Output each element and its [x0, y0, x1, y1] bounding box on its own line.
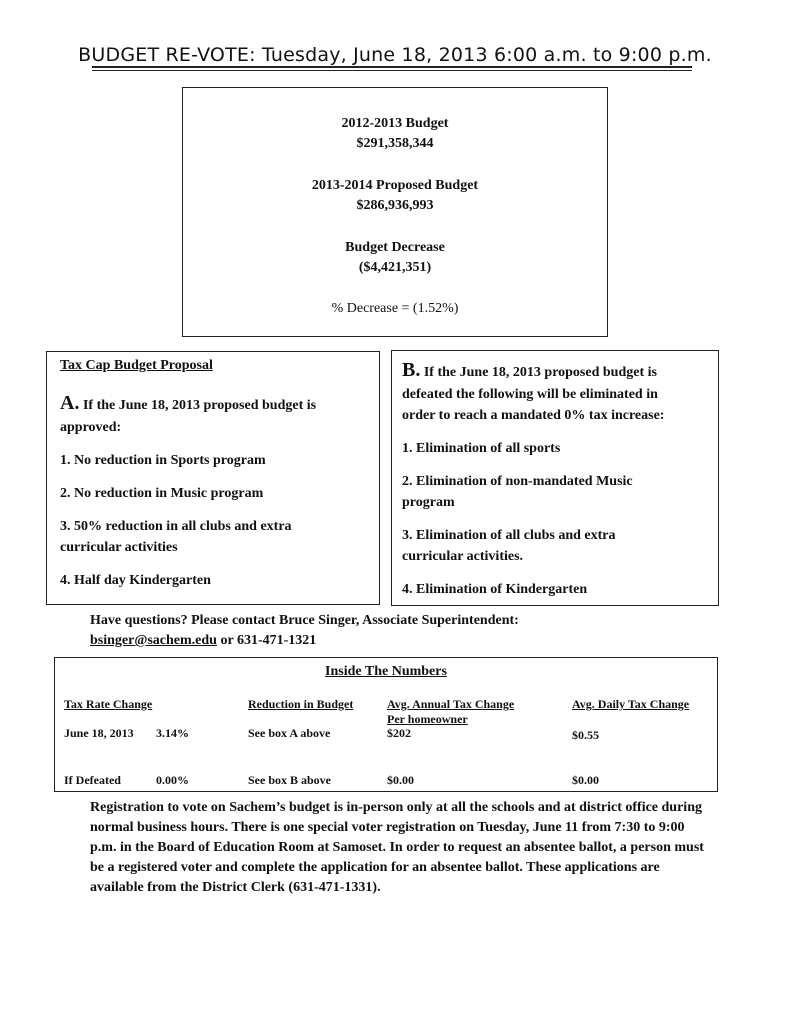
box-b-item-1: 1. Elimination of all sports: [402, 441, 561, 456]
col-header-annual-line2: Per homeowner: [387, 712, 468, 726]
row-defeated-daily: $0.00: [572, 773, 599, 787]
box-b-item-4: 4. Elimination of Kindergarten: [402, 582, 588, 597]
percent-decrease: % Decrease = (1.52%): [331, 301, 459, 316]
budget-2012-label: 2012-2013 Budget: [341, 116, 449, 131]
col-header-reduction: Reduction in Budget: [248, 697, 354, 711]
title-rule: [92, 66, 692, 68]
row-defeated-rate: 0.00%: [156, 773, 189, 787]
box-a-item-2: 2. No reduction in Music program: [60, 486, 264, 501]
row-defeated-reduction: See box B above: [248, 773, 332, 787]
contact-line: Have questions? Please contact Bruce Singer, Associate Superintendent:: [90, 613, 519, 628]
col-header-annual: Avg. Annual Tax Change: [387, 697, 515, 711]
col-header-tax-rate: Tax Rate Change: [64, 697, 153, 711]
box-b-intro: [402, 359, 657, 382]
budget-summary-box: [182, 87, 608, 337]
box-b-item-2-line2: program: [402, 495, 455, 510]
contact-email-link[interactable]: bsinger@sachem.edu: [90, 633, 217, 648]
inside-numbers-title: Inside The Numbers: [325, 664, 447, 679]
row-approved-rate: 3.14%: [156, 726, 189, 740]
box-a-intro-line1: If the June 18, 2013 proposed budget is: [79, 398, 317, 413]
box-a-item-3-line2: curricular activities: [60, 540, 178, 555]
inside-numbers-box: [54, 657, 718, 792]
box-b-item-2-line1: 2. Elimination of non-mandated Music: [402, 474, 633, 489]
box-a-heading: Tax Cap Budget Proposal: [60, 358, 213, 373]
row-approved-daily: $0.55: [572, 728, 599, 742]
box-b-item-3-line1: 3. Elimination of all clubs and extra: [402, 528, 616, 543]
box-b-letter: B.: [402, 359, 421, 381]
budget-2012-value: $291,358,344: [356, 136, 434, 151]
col-header-daily: Avg. Daily Tax Change: [572, 697, 690, 711]
box-a-item-1: 1. No reduction in Sports program: [60, 453, 266, 468]
row-approved-annual: $202: [387, 726, 411, 740]
box-b-intro-line1: If the June 18, 2013 proposed budget is: [420, 365, 657, 380]
proposed-budget-label: 2013-2014 Proposed Budget: [311, 178, 479, 193]
row-approved-reduction: See box A above: [248, 726, 331, 740]
box-b-defeated: [391, 350, 719, 606]
box-a-intro-line2: approved:: [60, 420, 122, 435]
title-rule-thin: [92, 70, 692, 71]
box-a-intro: [60, 392, 316, 415]
box-a-item-3-line1: 3. 50% reduction in all clubs and extra: [60, 519, 292, 534]
contact-info: [90, 611, 519, 651]
contact-phone: or 631-471-1321: [216, 633, 317, 648]
row-defeated-label: If Defeated: [64, 773, 121, 787]
box-a-item-4: 4. Half day Kindergarten: [60, 573, 211, 588]
box-a-letter: A.: [60, 392, 80, 414]
box-b-intro-line3: order to reach a mandated 0% tax increase:: [402, 408, 665, 423]
box-b-item-3-line2: curricular activities.: [402, 549, 524, 564]
budget-decrease-label: Budget Decrease: [345, 240, 445, 255]
box-a-approved: [46, 351, 380, 605]
row-defeated-annual: $0.00: [387, 773, 414, 787]
budget-decrease-value: ($4,421,351): [358, 260, 432, 275]
row-approved-label: June 18, 2013: [64, 726, 134, 740]
page-title: BUDGET RE-VOTE: Tuesday, June 18, 2013 6:00 a.m. to 9:00 p.m.: [78, 44, 712, 66]
box-b-intro-line2: defeated the following will be eliminated in: [402, 387, 658, 402]
registration-paragraph: Registration to vote on Sachem’s budget is in-person only at all the schools and at district office during normal business hours. There is one special voter registration on Tuesday, June 11 from 7:30 to 9:00 p.m. in the Board of Education Room at Samoset. In order to request an absentee ballot, a person must be a registered voter and complete the application for an absentee ballot. These applications are available from the District Clerk (631-471-1331).: [90, 800, 704, 895]
proposed-budget-value: $286,936,993: [356, 198, 434, 213]
